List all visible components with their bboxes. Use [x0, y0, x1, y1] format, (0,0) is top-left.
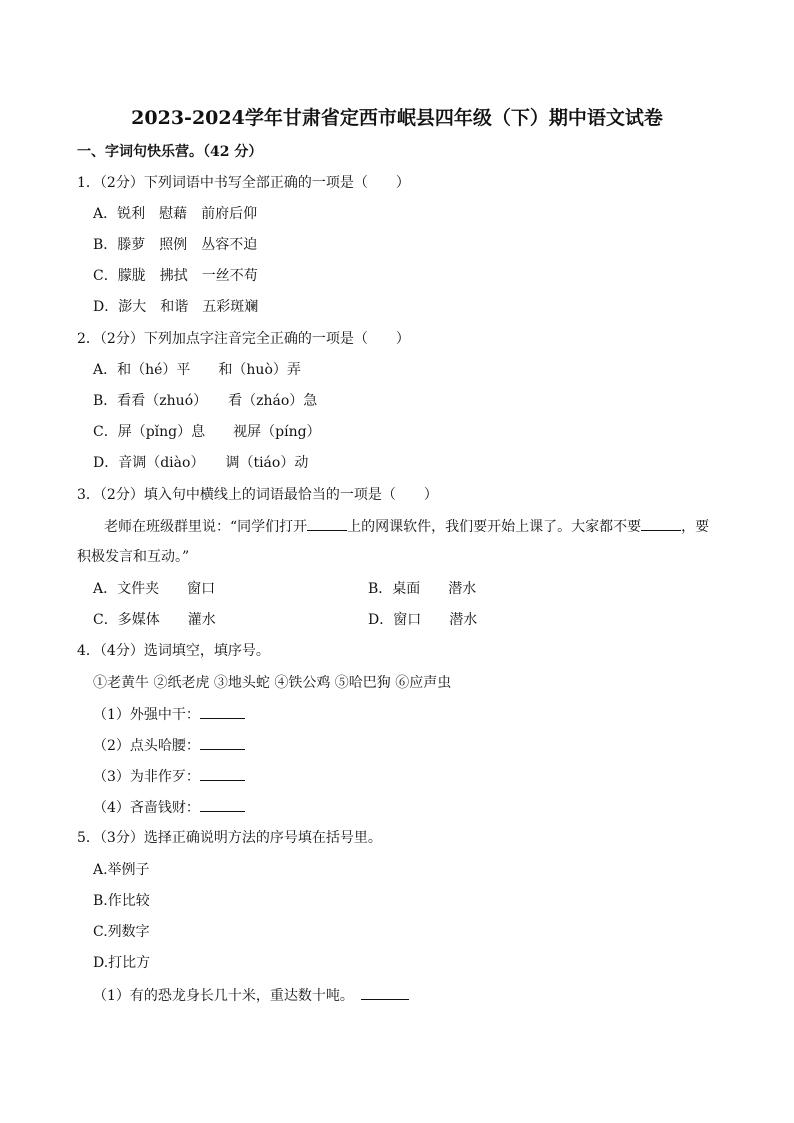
q3-sentence: [104, 516, 709, 537]
q1-option-d: D．澎大 和谐 五彩斑斓: [93, 299, 259, 315]
q4-blank-3[interactable]: [200, 766, 245, 781]
q4-item-3-label: （3）为非作歹：: [93, 769, 200, 785]
q3-sentence-part1: 老师在班级群里说：“同学们打开: [104, 519, 308, 535]
q5-item-1-text: （1）有的恐龙身长几十米，重达数十吨。: [93, 988, 347, 1004]
q1-stem: 1．（2分）下列词语中书写全部正确的一项是（ ）: [77, 175, 410, 191]
q4-item-2-label: （2）点头哈腰：: [93, 738, 200, 754]
q5-item-1: [93, 985, 409, 1006]
q5-method-c: C.列数字: [93, 924, 150, 940]
q3-sentence-part3: ，要: [681, 519, 710, 535]
q3-stem: 3．（2分）填入句中横线上的词语最恰当的一项是（ ）: [77, 487, 438, 503]
q3-option-b: B．桌面 潜水: [368, 581, 477, 597]
q4-blank-2[interactable]: [200, 735, 245, 750]
q4-word-options: ①老黄牛 ②纸老虎 ③地头蛇 ④铁公鸡 ⑤哈巴狗 ⑥应声虫: [93, 675, 452, 691]
q3-blank-2[interactable]: [641, 516, 681, 531]
q3-option-d: D．窗口 潜水: [368, 612, 478, 628]
q2-option-b: B．看看（zhuó） 看（zháo）急: [93, 393, 318, 409]
q2-stem: 2．（2分）下列加点字注音完全正确的一项是（ ）: [77, 331, 410, 347]
q1-option-b: B．滕萝 照例 丛容不迫: [93, 237, 258, 253]
q4-item-1-label: （1）外强中干：: [93, 707, 200, 723]
q2-option-a: A．和（hé）平 和（huò）弄: [93, 362, 301, 378]
q5-method-a: A.举例子: [93, 862, 150, 878]
q4-item-4-label: （4）吝啬钱财：: [93, 800, 200, 816]
q4-blank-1[interactable]: [200, 704, 245, 719]
q3-blank-1[interactable]: [307, 516, 347, 531]
q5-method-b: B.作比较: [93, 893, 150, 909]
q2-option-d: D．音调（diào） 调（tiáo）动: [93, 455, 309, 471]
q4-item-4: [93, 797, 245, 818]
q1-option-c: C．朦胧 拂拭 一丝不苟: [93, 268, 258, 284]
q5-stem: 5．（3分）选择正确说明方法的序号填在括号里。: [77, 830, 382, 846]
page-title: 2023-2024学年甘肃省定西市岷县四年级（下）期中语文试卷: [131, 107, 663, 129]
q3-option-c: C．多媒体 灌水: [93, 612, 216, 628]
q4-item-2: [93, 735, 245, 756]
q3-sentence-line2: 积极发言和互动。”: [77, 549, 190, 565]
q4-item-1: [93, 704, 245, 725]
q3-option-a: A．文件夹 窗口: [93, 581, 216, 597]
q4-stem: 4．（4分）选词填空，填序号。: [77, 643, 270, 659]
q5-blank-1[interactable]: [361, 985, 409, 1000]
q1-option-a: A．锐利 慰藉 前府后仰: [93, 206, 258, 222]
q2-option-c: C．屏（pǐng）息 视屏（píng）: [93, 424, 321, 440]
q4-blank-4[interactable]: [200, 797, 245, 812]
q5-method-d: D.打比方: [93, 955, 151, 971]
section-heading: 一、字词句快乐营。（42 分）: [77, 144, 263, 160]
q4-item-3: [93, 766, 245, 787]
q3-sentence-part2: 上的网课软件，我们要开始上课了。大家都不要: [347, 519, 642, 535]
